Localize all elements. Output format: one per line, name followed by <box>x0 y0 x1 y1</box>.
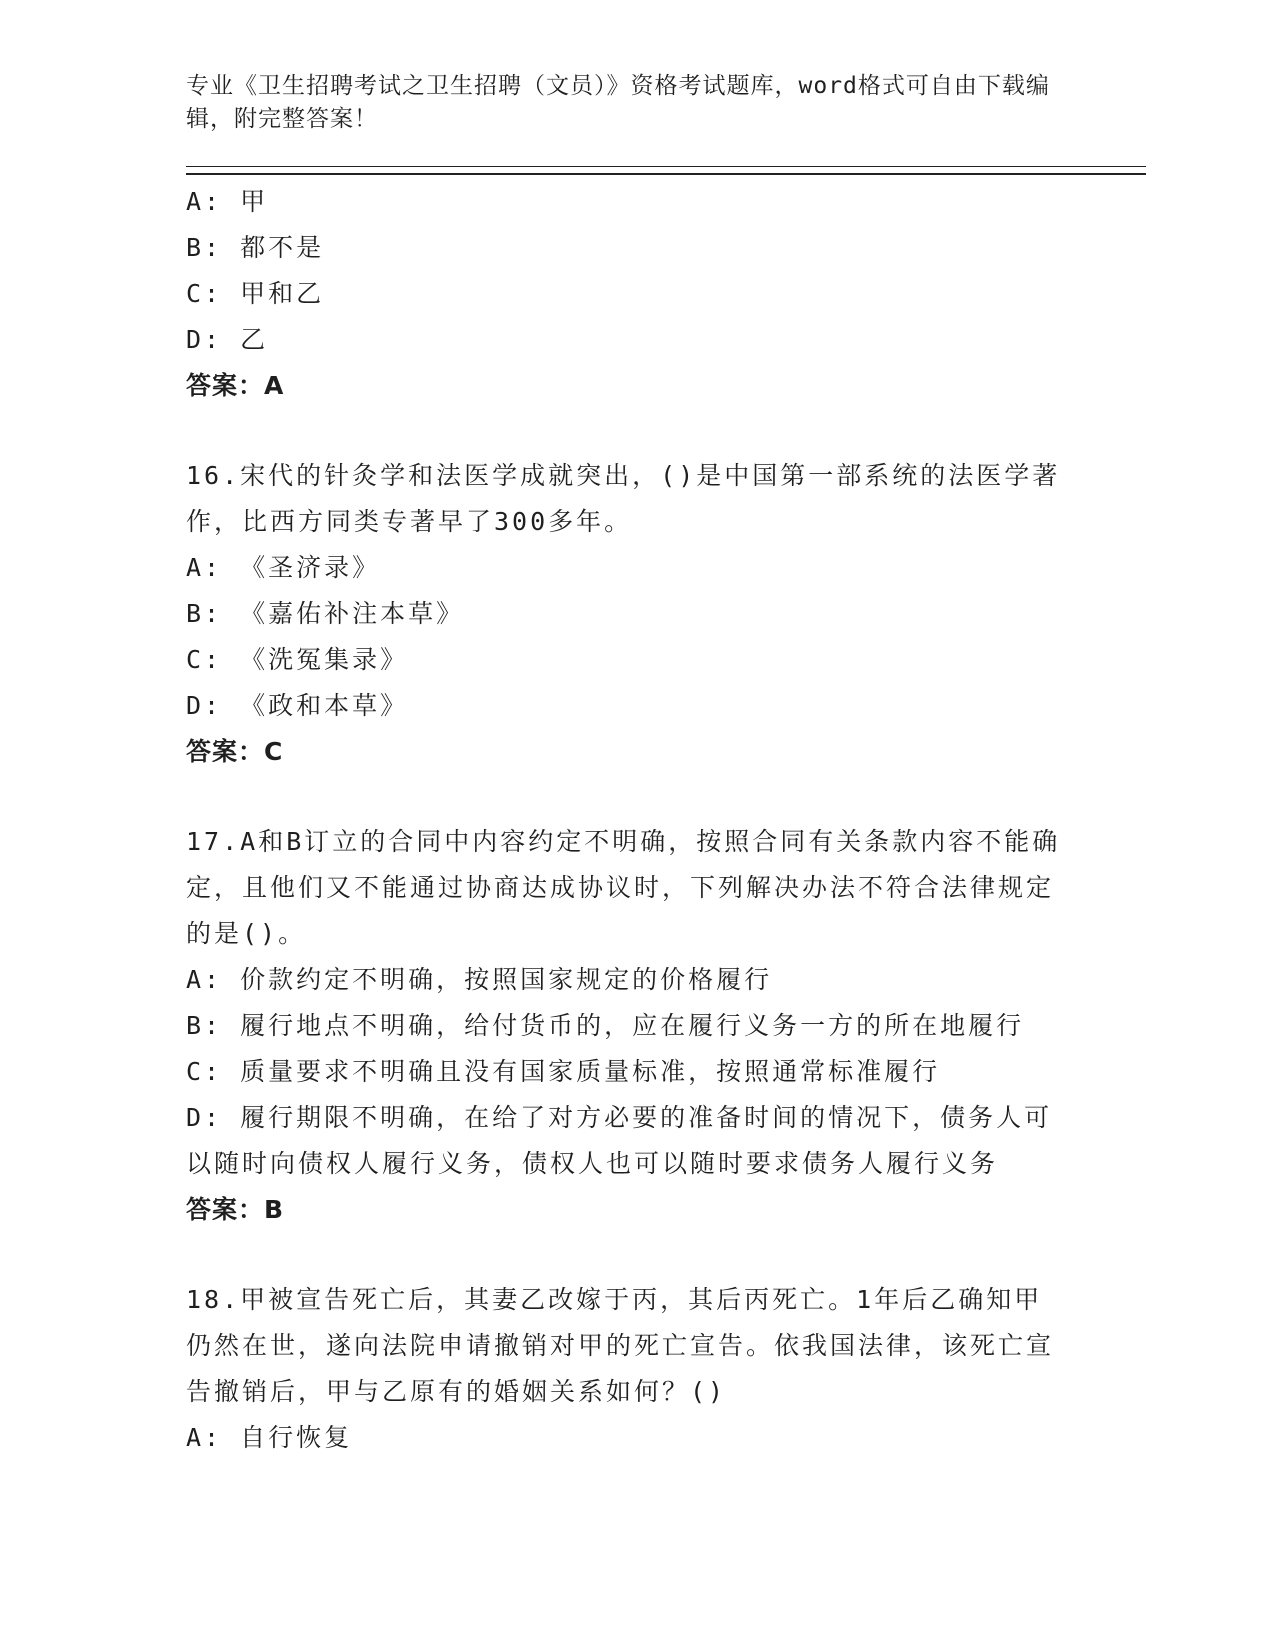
answer-line: 答案：C <box>186 737 284 766</box>
header-divider <box>186 166 1146 175</box>
option-a: A: 自行恢复 <box>186 1423 353 1452</box>
option-a: A: 甲 <box>186 187 269 216</box>
option-d: D: 《政和本草》 <box>186 691 409 720</box>
option-b: B: 都不是 <box>186 233 325 262</box>
question-17 <box>186 819 1066 1233</box>
document-page <box>186 70 1146 1461</box>
option-a: A: 价款约定不明确，按照国家规定的价格履行 <box>186 965 773 994</box>
option-a: A: 《圣济录》 <box>186 553 381 582</box>
answer-line: 答案：B <box>186 1195 285 1224</box>
option-b: B: 履行地点不明确，给付货币的，应在履行义务一方的所在地履行 <box>186 1011 1025 1040</box>
question-list <box>186 179 1066 1461</box>
option-d: D: 乙 <box>186 325 269 354</box>
question-16 <box>186 453 1066 775</box>
option-c: C: 质量要求不明确且没有国家质量标准，按照通常标准履行 <box>186 1057 941 1086</box>
question-stem: 16.宋代的针灸学和法医学成就突出，()是中国第一部系统的法医学著作，比西方同类专著早了300多年。 <box>186 461 1061 536</box>
question-18 <box>186 1277 1066 1461</box>
document-header: 专业《卫生招聘考试之卫生招聘（文员）》资格考试题库，word格式可自由下载编辑，附完整答案！ <box>186 73 1050 132</box>
question-stem: 18.甲被宣告死亡后，其妻乙改嫁于丙，其后丙死亡。1年后乙确知甲仍然在世，遂向法院申请撤销对甲的死亡宣告。依我国法律，该死亡宣告撤销后，甲与乙原有的婚姻关系如何？() <box>186 1285 1055 1406</box>
option-d: D: 履行期限不明确，在给了对方必要的准备时间的情况下，债务人可以随时向债权人履行义务，债权人也可以随时要求债务人履行义务 <box>186 1103 1053 1178</box>
option-b: B: 《嘉佑补注本草》 <box>186 599 465 628</box>
question-fragment <box>186 179 1066 409</box>
option-c: C: 甲和乙 <box>186 279 325 308</box>
option-c: C: 《洗冤集录》 <box>186 645 409 674</box>
answer-line: 答案：A <box>186 371 285 400</box>
question-stem: 17.A和B订立的合同中内容约定不明确，按照合同有关条款内容不能确定，且他们又不能通过协商达成协议时，下列解决办法不符合法律规定的是()。 <box>186 827 1061 948</box>
